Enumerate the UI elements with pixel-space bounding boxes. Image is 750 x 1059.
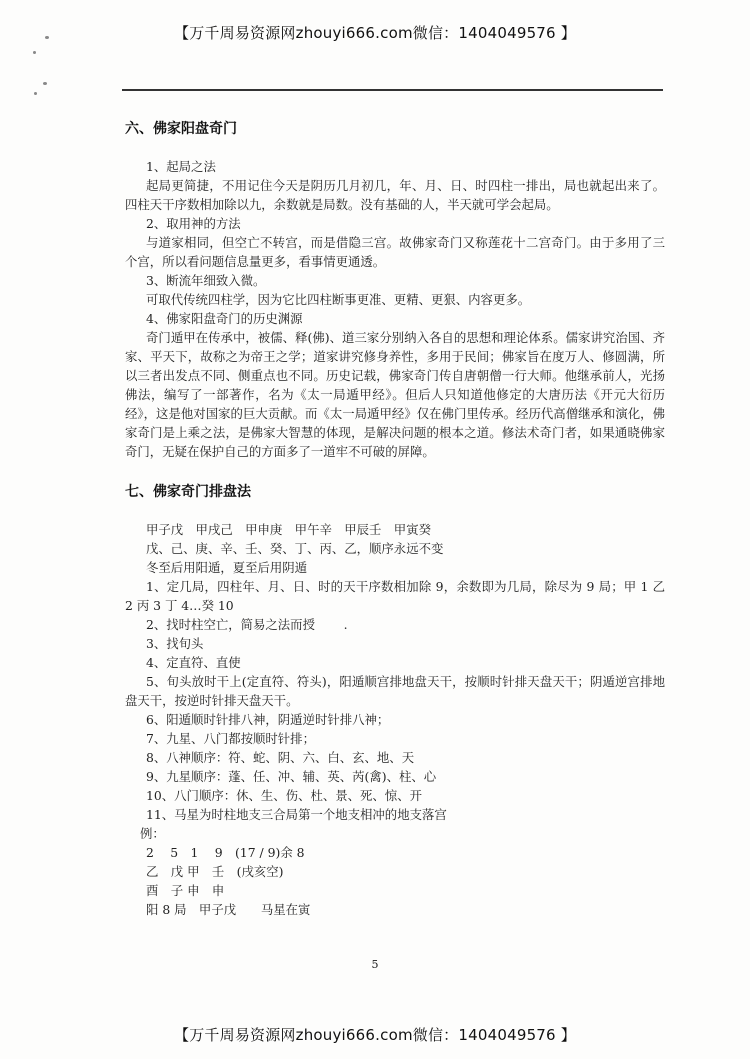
example-branches: 酉 子 申 申 [146,883,225,898]
item-3-label: 3、断流年细致入微。 [146,273,266,288]
rule-2: 2、找时柱空亡，简易之法而授 . [146,617,348,632]
page-number: 5 [371,958,379,971]
item-2-text: 与道家相同，但空亡不转宫，而是借隐三宫。故佛家奇门又称莲花十二宫奇门。由于多用了三个宫，所以看问题信息量更多，看事情更通透。 [125,235,665,269]
section-7-heading: 七、佛家奇门排盘法 [125,484,251,500]
scan-speck [43,82,47,85]
item-1-label: 1、起局之法 [146,159,216,174]
rule-11: 11、马星为时柱地支三合局第一个地支相冲的地支落宫 [146,807,447,822]
rule-8: 8、八神顺序：符、蛇、阴、六、白、玄、地、天 [146,750,415,765]
watermark-footer: 【万千周易资源网zhouyi666.com微信：1404049576 】 [174,1026,576,1044]
scan-speck [34,92,37,95]
rule-9: 9、九星顺序：蓬、任、冲、辅、英、芮(禽)、柱、心 [146,769,437,784]
item-4-label: 4、佛家阳盘奇门的历史渊源 [146,311,303,326]
rule-6: 6、阳遁顺时针排八神，阴遁逆时针排八神； [146,712,390,727]
item-1-text: 起局更简捷，不用记住今天是阴历几月初几，年、月、日、时四柱一排出，局也就起出来了。四柱天干序数相加除以九，余数就是局数。没有基础的人，半天就可学会起局。 [125,178,665,212]
example-numbers: 2 5 1 9 (17 / 9)余 8 [146,845,305,860]
example-stems: 乙 戊 甲 壬 (戌亥空) [146,864,284,879]
rule-7: 7、九星、八门都按顺时针排； [146,731,315,746]
jia-pairs-line: 甲子戊 甲戌己 甲申庚 甲午辛 甲辰壬 甲寅癸 [146,522,431,537]
header-rule [122,89,663,91]
example-label: 例： [140,826,165,841]
item-3-text: 可取代传统四柱学，因为它比四柱断事更准、更精、更狠、内容更多。 [146,292,531,307]
section-6-heading: 六、佛家阳盘奇门 [125,121,237,137]
scan-speck [33,51,36,54]
scan-speck [45,36,49,39]
rule-5: 5、旬头放时干上(定直符、符头)，阳遁顺宫排地盘天干，按顺时针排天盘天干；阴遁逆宫排地盘天干，按逆时针排天盘天干。 [125,674,665,708]
example-result: 阳 8 局 甲子戊 马星在寅 [146,902,311,917]
watermark-header: 【万千周易资源网zhouyi666.com微信：1404049576 】 [174,24,576,42]
item-2-label: 2、取用神的方法 [146,216,241,231]
rule-10: 10、八门顺序：休、生、伤、杜、景、死、惊、开 [146,788,422,803]
dun-rule-line: 冬至后用阳遁，夏至后用阴遁 [146,560,308,575]
stem-order-line: 戊、己、庚、辛、壬、癸、丁、丙、乙，顺序永远不变 [146,541,444,556]
rule-3: 3、找旬头 [146,636,204,651]
item-4-text: 奇门遁甲在传承中，被儒、释(佛)、道三家分别纳入各自的思想和理论体系。儒家讲究治国、齐家、平天下，故称之为帝王之学；道家讲究修身养性，多用于民间；佛家旨在度万人、修圆满，所以三者出发点不同、侧重点也不同。历史记载，佛家奇门传自唐朝僧一行大师。他继承前人，光扬佛法，编写了一部著作，名为《太一局遁甲经》。但后人只知道他修定的大唐历法《开元大衍历经》，这是他对国家的巨大贡献。而《太一局遁甲经》仅在佛门里传承。经历代高僧继承和演化，佛家奇门是上乘之法，是佛家大智慧的体现，是解决问题的根本之道。修法术奇门者，如果通晓佛家奇门，无疑在保护自己的方面多了一道牢不可破的屏障。 [125,330,665,459]
rule-1: 1、定几局，四柱年、月、日、时的天干序数相加除 9，余数即为几局，除尽为 9 局；甲 1 乙 2 丙 3 丁 4…癸 10 [125,579,665,613]
rule-4: 4、定直符、直使 [146,655,241,670]
